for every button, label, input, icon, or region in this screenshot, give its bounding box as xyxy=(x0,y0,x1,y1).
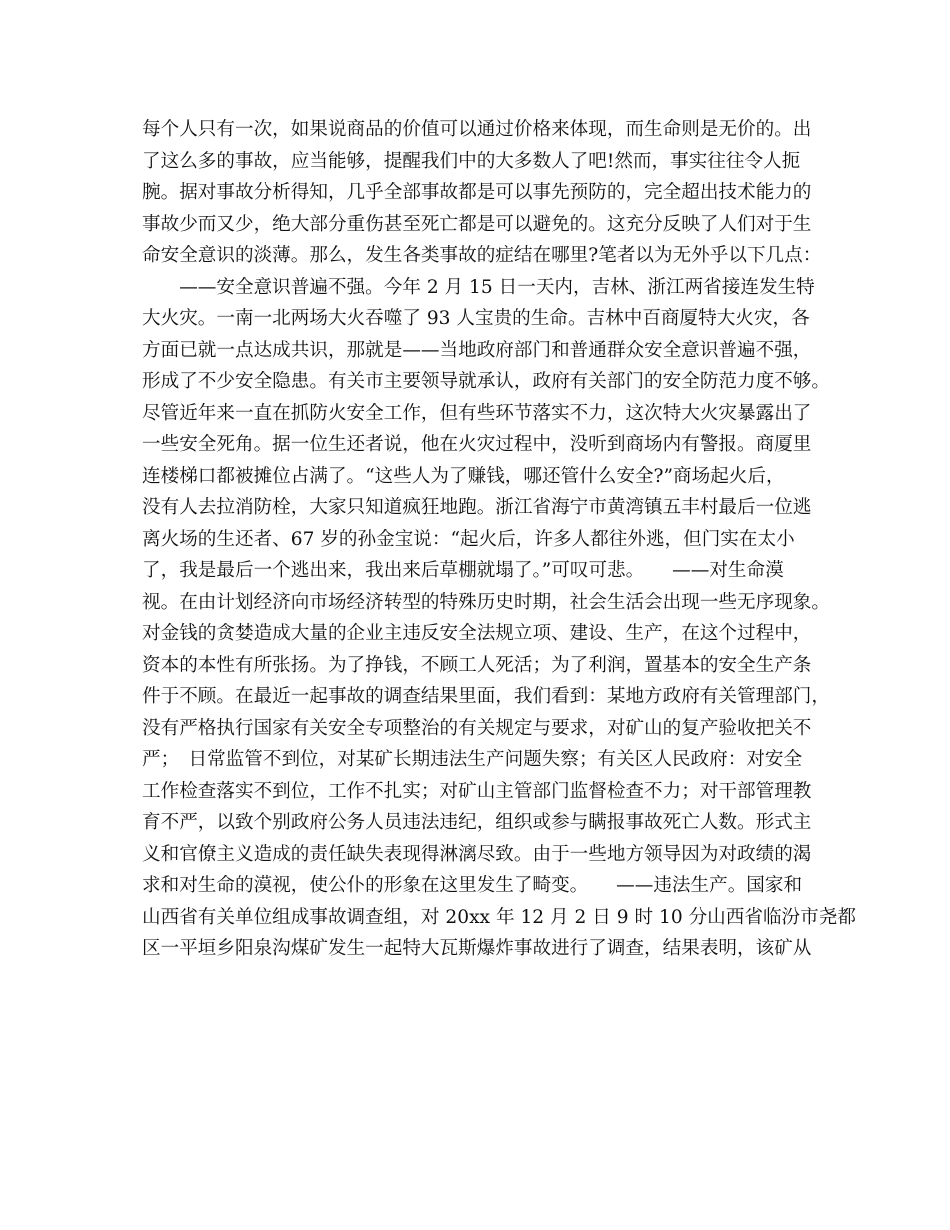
text-line: 形成了不少安全隐患。有关市主要领导就承认，政府有关部门的安全防范力度不够。 xyxy=(142,371,830,392)
text-line: 了这么多的事故，应当能够，提醒我们中的大多数人了吧!然而，事实往往令人扼 xyxy=(142,150,801,172)
text-line: 离火场的生还者、67 岁的孙金宝说：“起火后，许多人都往外逃，但门实在太小 xyxy=(142,528,795,550)
text-line: 尽管近年来一直在抓防火安全工作，但有些环节落实不力，这次特大火灾暴露出了 xyxy=(142,402,812,424)
text-line: ——安全意识普遍不强。今年 2 月 15 日一天内，吉林、浙江两省接连发生特 xyxy=(142,276,815,298)
text-line: 大火灾。一南一北两场大火吞噬了 93 人宝贵的生命。吉林中百商厦特大火灾，各 xyxy=(142,308,810,329)
text-line: 事故少而又少，绝大部分重伤甚至死亡都是可以避免的。这充分反映了人们对于生 xyxy=(142,213,812,235)
text-line: 连楼梯口都被摊位占满了。“这些人为了赚钱，哪还管什么安全?”商场起火后， xyxy=(142,465,785,487)
text-line: 对金钱的贪婪造成大量的企业主违反安全法规立项、建设、生产，在这个过程中， xyxy=(142,623,812,644)
text-line: 育不严，以致个别政府公务人员违法违纪，组织或参与瞒报事故死亡人数。形式主 xyxy=(142,812,812,833)
text-line: 求和对生命的漠视，使公仆的形象在这里发生了畸变。 ——违法生产。国家和 xyxy=(142,875,803,896)
text-line: 腕。据对事故分析得知，几乎全部事故都是可以事先预防的，完全超出技术能力的 xyxy=(142,182,812,203)
body-text xyxy=(142,114,856,965)
text-line: 山西省有关单位组成事故调查组，对 20xx 年 12 月 2 日 9 时 10 分山西省临汾市尧都 xyxy=(142,906,856,928)
text-line: 命安全意识的淡薄。那么，发生各类事故的症结在哪里?笔者以为无外乎以下几点： xyxy=(142,245,822,266)
text-line: 每个人只有一次，如果说商品的价值可以通过价格来体现，而生命则是无价的。出 xyxy=(142,119,812,140)
text-line: 资本的本性有所张扬。为了挣钱，不顾工人死活；为了利润，置基本的安全生产条 xyxy=(142,654,812,676)
text-line: 义和官僚主义造成的责任缺失表现得淋漓尽致。由于一些地方领导因为对政绩的渴 xyxy=(142,843,812,865)
text-line: 工作检查落实不到位，工作不扎实；对矿山主管部门监督检查不力；对干部管理教 xyxy=(142,780,812,802)
text-line: 了，我是最后一个逃出来，我出来后草棚就塌了。”可叹可悲。 ——对生命漠 xyxy=(142,560,784,581)
text-line: 一些安全死角。据一位生还者说，他在火灾过程中，没听到商场内有警报。商厦里 xyxy=(142,434,812,455)
text-line: 没有人去拉消防栓，大家只知道疯狂地跑。浙江省海宁市黄湾镇五丰村最后一位逃 xyxy=(142,497,812,518)
text-line: 件于不顾。在最近一起事故的调查结果里面，我们看到：某地方政府有关管理部门， xyxy=(142,686,830,707)
text-line: 视。在由计划经济向市场经济转型的特殊历史时期，社会生活会出现一些无序现象。 xyxy=(142,591,830,613)
text-line: 严； 日常监管不到位，对某矿长期违法生产问题失察；有关区人民政府：对安全 xyxy=(142,749,803,770)
text-line: 方面已就一点达成共识，那就是——当地政府部门和普通群众安全意识普遍不强， xyxy=(142,339,812,361)
text-line: 没有严格执行国家有关安全专项整治的有关规定与要求，对矿山的复产验收把关不 xyxy=(142,717,812,739)
text-line: 区一平垣乡阳泉沟煤矿发生一起特大瓦斯爆炸事故进行了调查，结果表明，该矿从 xyxy=(142,938,812,959)
